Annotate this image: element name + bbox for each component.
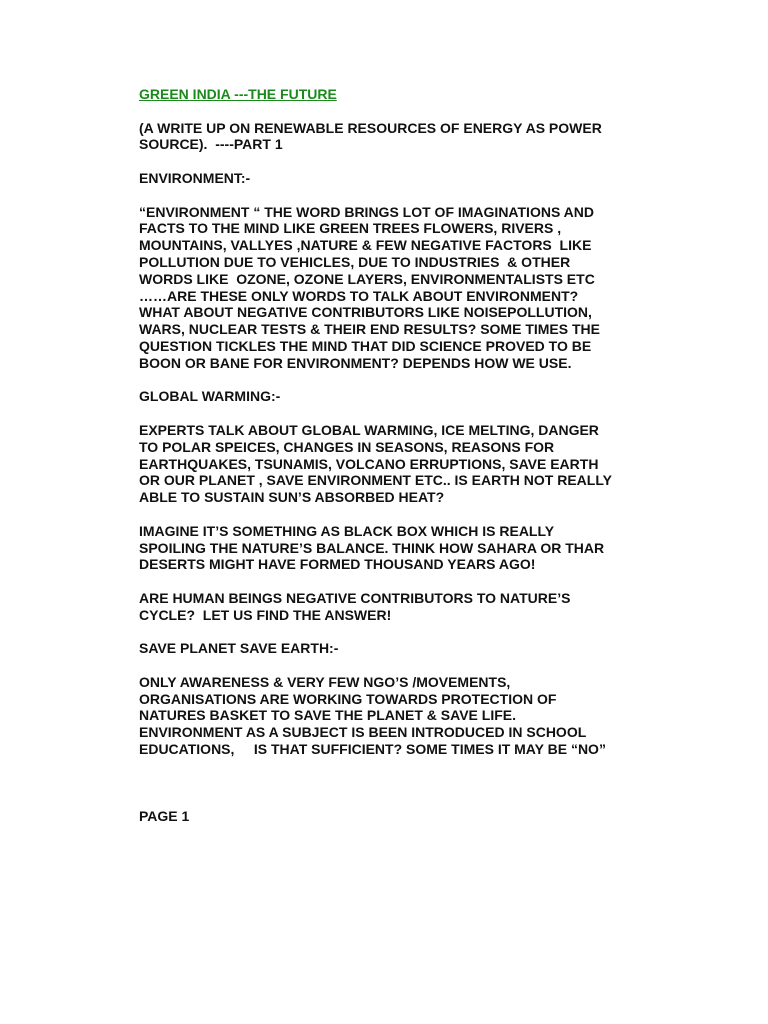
text-line: “ENVIRONMENT “ THE WORD BRINGS LOT OF IMAGINATIONS AND — [139, 203, 594, 220]
text-line: EDUCATIONS, IS THAT SUFFICIENT? SOME TIMES IT MAY BE “NO” — [139, 741, 606, 758]
text-line: SPOILING THE NATURE’S BALANCE. THINK HOW SAHARA OR THAR — [139, 539, 605, 556]
text-line: ……ARE THESE ONLY WORDS TO TALK ABOUT ENVIRONMENT? — [139, 287, 579, 304]
page-number: PAGE 1 — [139, 808, 190, 824]
text-line: NATURES BASKET TO SAVE THE PLANET & SAVE LIFE. — [139, 707, 516, 724]
text-line: TO POLAR SPEICES, CHANGES IN SEASONS, REASONS FOR — [139, 438, 555, 455]
subtitle-line: (A WRITE UP ON RENEWABLE RESOURCES OF ENERGY AS POWER — [139, 119, 602, 136]
paragraph-save-planet — [139, 674, 629, 758]
text-line: WORDS LIKE OZONE, OZONE LAYERS, ENVIRONMENTALISTS ETC — [139, 270, 595, 287]
text-line: ABLE TO SUSTAIN SUN’S ABSORBED HEAT? — [139, 489, 445, 506]
section-heading-environment: ENVIRONMENT:- — [139, 169, 251, 186]
text-line: BOON OR BANE FOR ENVIRONMENT? DEPENDS HOW WE USE. — [139, 354, 572, 371]
text-line: EXPERTS TALK ABOUT GLOBAL WARMING, ICE MELTING, DANGER — [139, 421, 599, 438]
paragraph-global-warming-1 — [139, 422, 629, 506]
text-line: ORGANISATIONS ARE WORKING TOWARDS PROTECTION OF — [139, 690, 557, 707]
subtitle-line: SOURCE). ----PART 1 — [139, 136, 283, 153]
paragraph-global-warming-3 — [139, 590, 629, 624]
title-link-text: GREEN INDIA ---THE FUTURE — [139, 86, 337, 102]
document-subtitle — [139, 120, 629, 154]
document-body — [139, 86, 629, 775]
text-line: ENVIRONMENT AS A SUBJECT IS BEEN INTRODUCED IN SCHOOL — [139, 724, 587, 741]
text-line: CYCLE? LET US FIND THE ANSWER! — [139, 606, 392, 623]
document-title — [139, 86, 629, 103]
text-line: ONLY AWARENESS & VERY FEW NGO’S /MOVEMENTS, — [139, 673, 511, 690]
text-line: MOUNTAINS, VALLYES ,NATURE & FEW NEGATIVE FACTORS LIKE — [139, 237, 592, 254]
text-line: POLLUTION DUE TO VEHICLES, DUE TO INDUSTRIES & OTHER — [139, 253, 571, 270]
text-line: EARTHQUAKES, TSUNAMIS, VOLCANO ERRUPTIONS, SAVE EARTH — [139, 455, 599, 472]
section-heading-global-warming: GLOBAL WARMING:- — [139, 388, 281, 405]
text-line: WHAT ABOUT NEGATIVE CONTRIBUTORS LIKE NOISEPOLLUTION, — [139, 304, 592, 321]
paragraph-global-warming-2 — [139, 523, 629, 573]
paragraph-environment — [139, 204, 629, 372]
text-line: WARS, NUCLEAR TESTS & THEIR END RESULTS? SOME TIMES THE — [139, 321, 600, 338]
text-line: OR OUR PLANET , SAVE ENVIRONMENT ETC.. IS EARTH NOT REALLY — [139, 472, 612, 489]
text-line: IMAGINE IT’S SOMETHING AS BLACK BOX WHICH IS REALLY — [139, 522, 555, 539]
section-heading-save-planet: SAVE PLANET SAVE EARTH:- — [139, 640, 339, 657]
text-line: FACTS TO THE MIND LIKE GREEN TREES FLOWERS, RIVERS , — [139, 220, 562, 237]
text-line: ARE HUMAN BEINGS NEGATIVE CONTRIBUTORS TO NATURE’S — [139, 589, 571, 606]
text-line: QUESTION TICKLES THE MIND THAT DID SCIENCE PROVED TO BE — [139, 337, 592, 354]
text-line: DESERTS MIGHT HAVE FORMED THOUSAND YEARS AGO! — [139, 556, 536, 573]
